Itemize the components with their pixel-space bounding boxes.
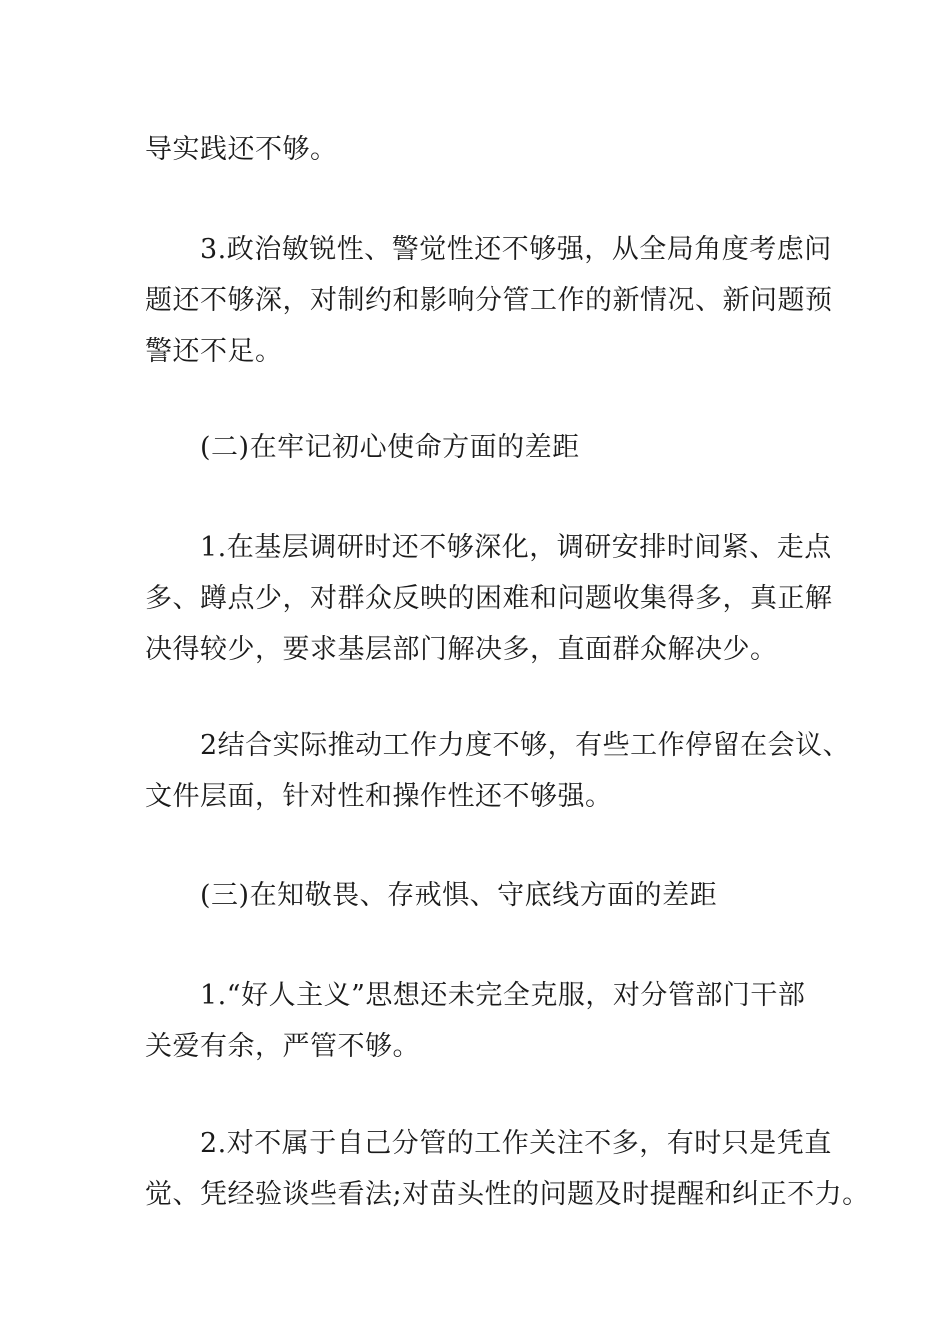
text-line: 文件层面，针对性和操作性还不够强。 <box>145 781 613 812</box>
text-line: 觉、凭经验谈些看法;对苗头性的问题及时提醒和纠正不力。 <box>145 1179 870 1210</box>
paragraph-item-1 <box>145 522 835 675</box>
text-line: 2结合实际推动工作力度不够，有些工作停留在会议、 <box>200 730 851 761</box>
text-line: 2.对不属于自己分管的工作关注不多，有时只是凭直 <box>200 1128 832 1159</box>
heading-text: (二)在牢记初心使命方面的差距 <box>200 432 580 463</box>
paragraph-item-2 <box>145 720 851 822</box>
text-line: 题还不够深，对制约和影响分管工作的新情况、新问题预 <box>145 285 833 316</box>
text-line: 警还不足。 <box>145 336 283 367</box>
paragraph-continuation <box>145 124 835 175</box>
heading-text: (三)在知敬畏、存戒惧、守底线方面的差距 <box>200 880 718 911</box>
paragraph-item-2 <box>145 1118 870 1220</box>
text-line: 3.政治敏锐性、警觉性还不够强，从全局角度考虑问 <box>200 234 832 265</box>
text-line: 决得较少，要求基层部门解决多，直面群众解决少。 <box>145 634 778 665</box>
text-line: 导实践还不够。 <box>145 134 338 165</box>
paragraph-item-1 <box>145 970 835 1072</box>
section-heading-3 <box>145 870 835 921</box>
text-line: 多、蹲点少，对群众反映的困难和问题收集得多，真正解 <box>145 583 833 614</box>
text-line: 1.在基层调研时还不够深化，调研安排时间紧、走点 <box>200 532 832 563</box>
text-line: 关爱有余，严管不够。 <box>145 1031 420 1062</box>
paragraph-item-3 <box>145 224 835 377</box>
section-heading-2 <box>145 422 835 473</box>
text-line: 1.“好人主义”思想还未完全克服，对分管部门干部 <box>200 980 806 1011</box>
